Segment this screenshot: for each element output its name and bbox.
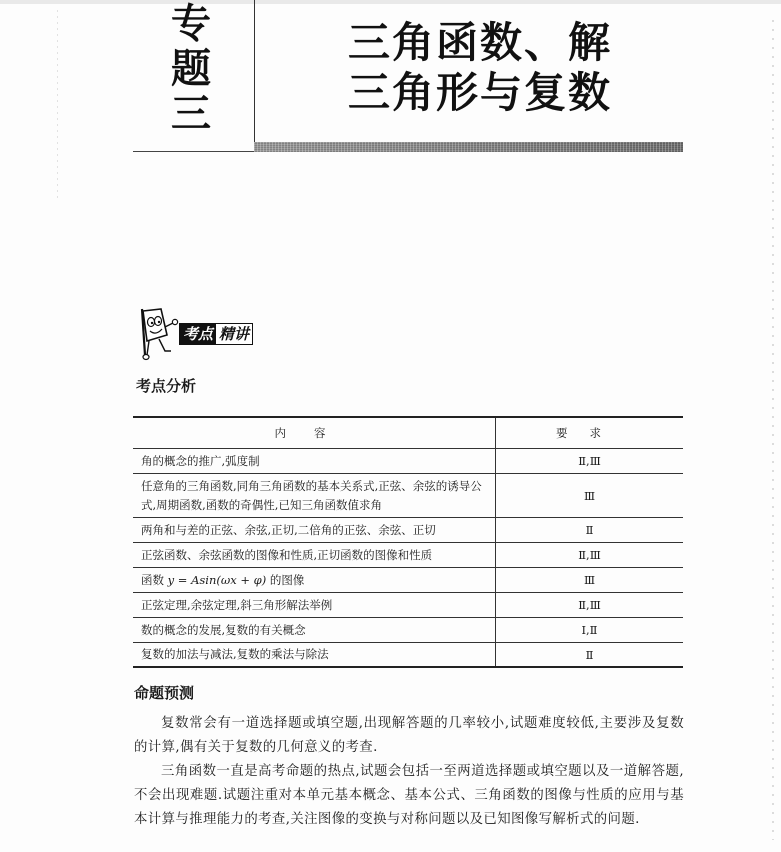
table-cell-content: 角的概念的推广,弧度制 bbox=[133, 449, 496, 473]
table-row bbox=[133, 473, 683, 517]
title-line: 三角函数、解 bbox=[347, 18, 612, 67]
header-divider bbox=[254, 0, 255, 150]
title-texture-bar bbox=[254, 142, 683, 152]
table-cell-requirement: Ⅰ,Ⅱ bbox=[581, 623, 598, 637]
table-cell-requirement: Ⅱ,Ⅲ bbox=[578, 548, 601, 562]
table-cell-content: 正弦定理,余弦定理,斜三角形解法举例 bbox=[133, 593, 496, 617]
table-row bbox=[133, 592, 683, 617]
table-row bbox=[133, 567, 683, 592]
column-header-content: 内容 bbox=[133, 418, 496, 448]
content-prefix: 函数 bbox=[141, 572, 164, 587]
cartoon-book-mascot-icon bbox=[133, 305, 183, 363]
scan-page-edge bbox=[772, 20, 774, 840]
table-row bbox=[133, 448, 683, 473]
scan-top-edge bbox=[0, 0, 781, 4]
chapter-label-char: 题 bbox=[171, 46, 211, 92]
content-suffix: 的图像 bbox=[269, 572, 305, 587]
table-cell-content: 正弦函数、余弦函数的图像和性质,正切函数的图像和性质 bbox=[133, 543, 496, 567]
chapter-label-char: 专 bbox=[171, 1, 211, 47]
chapter-label bbox=[168, 2, 214, 137]
prediction-heading: 命题预测 bbox=[134, 684, 195, 702]
table-cell-requirement: Ⅱ,Ⅲ bbox=[578, 454, 601, 468]
page-title bbox=[300, 18, 660, 118]
header-underline bbox=[133, 151, 254, 152]
table-cell-content: 数的概念的发展,复数的有关概念 bbox=[133, 618, 496, 642]
table-row bbox=[133, 517, 683, 542]
table-row bbox=[133, 617, 683, 642]
formula: y = Asin(ωx + φ) bbox=[167, 572, 267, 587]
table-cell-requirement: Ⅲ bbox=[583, 488, 596, 503]
analysis-heading: 考点分析 bbox=[136, 377, 197, 395]
badge-label-part1: 考点 bbox=[180, 324, 216, 344]
table-cell-content: 两角和与差的正弦、余弦,正切,二倍角的正弦、余弦、正切 bbox=[133, 518, 496, 542]
table-cell-requirement: Ⅱ,Ⅲ bbox=[578, 598, 601, 612]
topics-table bbox=[133, 416, 683, 668]
table-cell-content bbox=[133, 568, 496, 592]
table-cell-requirement: Ⅱ bbox=[585, 523, 594, 537]
section-badge-label bbox=[179, 323, 253, 345]
badge-label-part2: 精讲 bbox=[216, 324, 252, 344]
prediction-paragraph: 复数常会有一道选择题或填空题,出现解答题的几率较小,试题难度较低,主要涉及复数的计算,偶有关于复数的几何意义的考查. bbox=[134, 716, 684, 755]
prediction-paragraph: 三角函数一直是高考命题的热点,试题会包括一至两道选择题或填空题以及一道解答题,不会出现难题.试题注重对本单元基本概念、基本公式、三角函数的图像与性质的应用与基本计算与推理能力的考查,关注图像的变换与对称问题以及已知图像写解析式的问题. bbox=[134, 764, 684, 827]
scan-artifact bbox=[57, 10, 58, 200]
column-header-requirement: 要求 bbox=[556, 426, 623, 440]
table-header-row bbox=[133, 418, 683, 448]
title-line: 三角形与复数 bbox=[347, 68, 612, 117]
table-row bbox=[133, 542, 683, 567]
table-cell-content: 任意角的三角函数,同角三角函数的基本关系式,正弦、余弦的诱导公式,周期函数,函数的奇偶性,已知三角函数值求角 bbox=[133, 474, 496, 517]
section-badge bbox=[133, 305, 263, 365]
table-cell-content: 复数的加法与减法,复数的乘法与除法 bbox=[133, 643, 496, 666]
chapter-label-char: 三 bbox=[171, 91, 211, 137]
table-cell-requirement: Ⅱ bbox=[585, 647, 594, 662]
table-cell-requirement: Ⅲ bbox=[583, 573, 596, 587]
table-row bbox=[133, 642, 683, 666]
